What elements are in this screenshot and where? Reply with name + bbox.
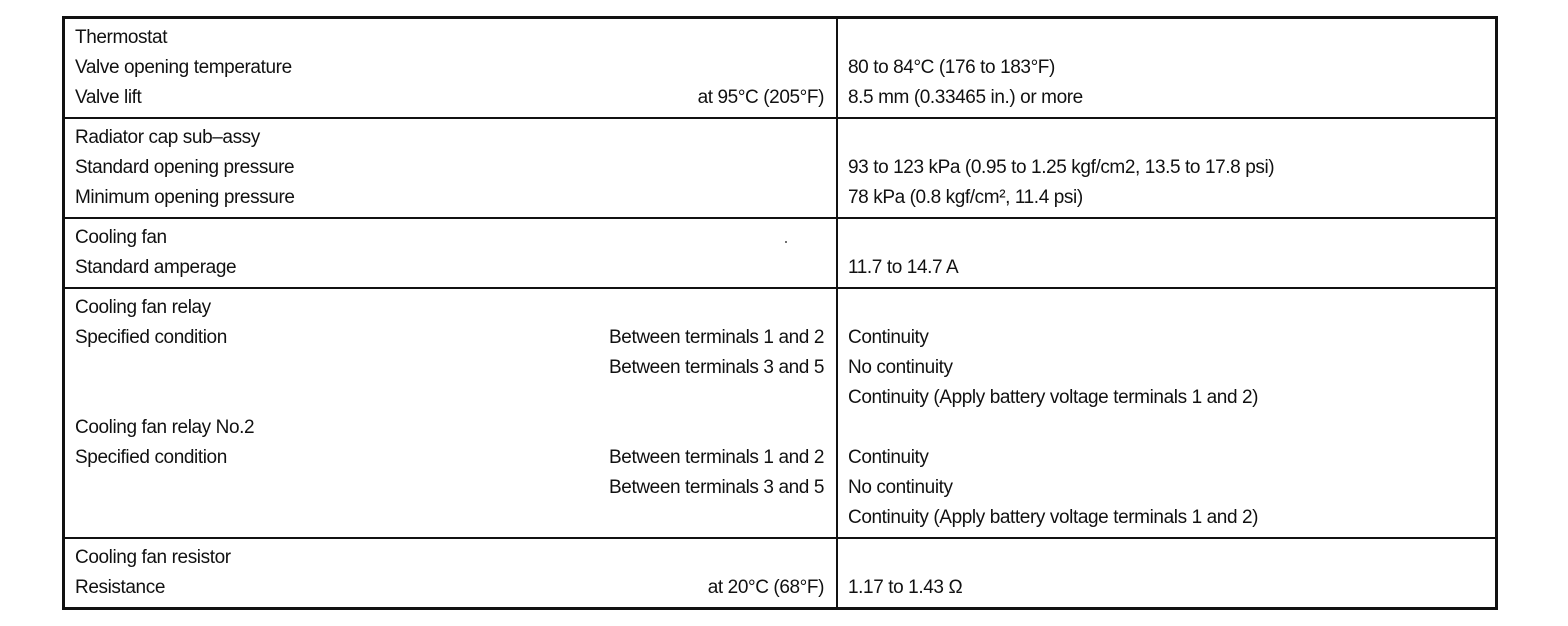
spec-row: [75, 53, 824, 83]
spec-row: [75, 413, 824, 443]
spec-values: [838, 19, 1495, 117]
spec-value: 8.5 mm (0.33465 in.) or more: [848, 87, 1083, 108]
spec-table: [62, 16, 1498, 610]
spec-labels: [65, 539, 838, 607]
spec-row: [75, 23, 824, 53]
spec-condition: Between terminals 3 and 5: [609, 477, 824, 498]
spec-label: Cooling fan relay No.2: [75, 417, 255, 438]
spec-value: [848, 543, 1485, 573]
spec-condition: at 95°C (205°F): [697, 87, 824, 108]
section-cooling-fan: [65, 219, 1495, 289]
spec-row: [75, 353, 824, 383]
section-cooling-fan-relay: [65, 289, 1495, 539]
spec-label: Cooling fan: [75, 227, 167, 248]
spec-row: [75, 223, 824, 253]
spec-label: Valve opening temperature: [75, 57, 292, 78]
spec-value: Continuity (Apply battery voltage terminals 1 and 2): [848, 387, 1259, 408]
spec-row: [75, 473, 824, 503]
spec-values: [838, 119, 1495, 217]
spec-value: [848, 413, 1485, 443]
spec-label: Standard amperage: [75, 257, 237, 278]
spec-row: [75, 323, 824, 353]
section-radiator-cap: [65, 119, 1495, 219]
spec-value: 78 kPa (0.8 kgf/cm², 11.4 psi): [848, 187, 1083, 208]
spec-value: No continuity: [848, 357, 953, 378]
spec-value: 1.17 to 1.43 Ω: [848, 577, 963, 598]
spec-values: [838, 219, 1495, 287]
spec-value: 93 to 123 kPa (0.95 to 1.25 kgf/cm2, 13.5 to 17.8 psi): [848, 157, 1275, 178]
spec-row: [75, 83, 824, 113]
spec-label: Valve lift: [75, 87, 142, 108]
spec-label: Specified condition: [75, 447, 227, 468]
spec-row: [75, 293, 824, 323]
spec-value: Continuity: [848, 327, 929, 348]
scan-speck: [785, 241, 787, 243]
spec-condition: Between terminals 1 and 2: [609, 327, 824, 348]
spec-label: Cooling fan resistor: [75, 547, 231, 568]
spec-value: Continuity (Apply battery voltage terminals 1 and 2): [848, 507, 1259, 528]
spec-condition: Between terminals 3 and 5: [609, 357, 824, 378]
spec-value: Continuity: [848, 447, 929, 468]
spec-value: [848, 223, 1485, 253]
spec-value: No continuity: [848, 477, 953, 498]
spec-row: [75, 153, 824, 183]
section-thermostat: [65, 19, 1495, 119]
spec-condition: Between terminals 1 and 2: [609, 447, 824, 468]
spec-labels: [65, 219, 838, 287]
spec-label: Specified condition: [75, 327, 227, 348]
spec-row: [75, 253, 824, 283]
spec-value: 80 to 84°C (176 to 183°F): [848, 57, 1055, 78]
spec-label: Thermostat: [75, 27, 168, 48]
spec-value: [848, 293, 1485, 323]
spec-row: [75, 443, 824, 473]
spec-row: [75, 123, 824, 153]
spec-label: Minimum opening pressure: [75, 187, 295, 208]
spec-row: [75, 503, 824, 533]
spec-value: 11.7 to 14.7 A: [848, 257, 959, 278]
spec-values: [838, 539, 1495, 607]
spec-row: [75, 183, 824, 213]
spec-labels: [65, 19, 838, 117]
spec-labels: [65, 119, 838, 217]
spec-value: [848, 123, 1485, 153]
spec-row: [75, 573, 824, 603]
spec-label: Resistance: [75, 577, 165, 598]
spec-row: [75, 543, 824, 573]
spec-label: Standard opening pressure: [75, 157, 295, 178]
spec-labels: [65, 289, 838, 537]
spec-value: [848, 23, 1485, 53]
spec-row: [75, 383, 824, 413]
spec-condition: at 20°C (68°F): [707, 577, 824, 598]
spec-label: Cooling fan relay: [75, 297, 211, 318]
spec-label: Radiator cap sub–assy: [75, 127, 260, 148]
section-cooling-fan-resistor: [65, 539, 1495, 607]
spec-values: [838, 289, 1495, 537]
